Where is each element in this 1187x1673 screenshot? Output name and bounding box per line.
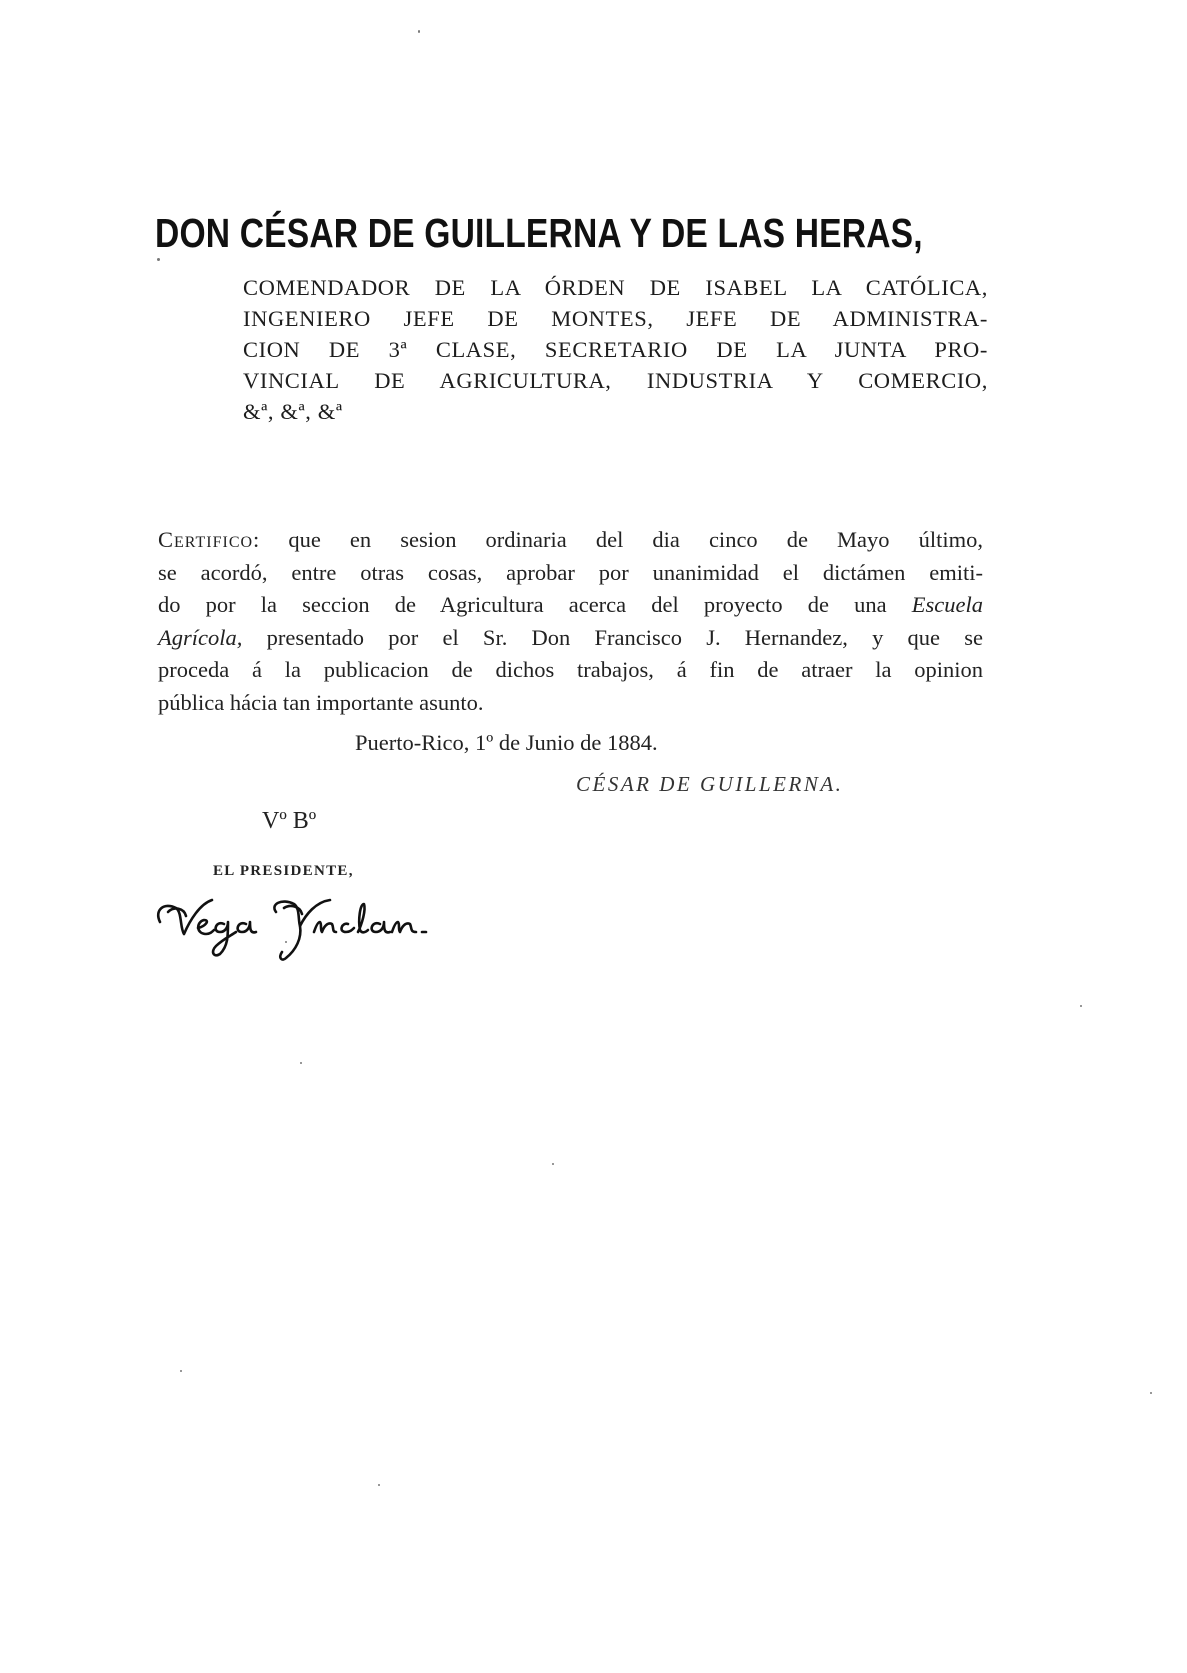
italic-text: Escuela [911, 592, 983, 617]
scan-speck [285, 941, 287, 943]
body-line [158, 622, 983, 655]
scan-speck [157, 258, 160, 261]
certificate-heading: DON CÉSAR DE GUILLERNA Y DE LAS HERAS, [155, 210, 923, 256]
body-text: : que en sesion ordinaria del dia cinco de Mayo último, [253, 527, 983, 552]
lead-word: Certifico [158, 527, 254, 552]
president-label: EL PRESIDENTE, [213, 863, 354, 879]
body-line: se acordó, entre otras cosas, aprobar por unanimidad el dictámen emiti- [158, 559, 983, 585]
title-line: VINCIAL DE AGRICULTURA, INDUSTRIA Y COMERCIO, [243, 368, 988, 393]
body-text: presentado por el Sr. Don Francisco J. Hernandez, y que se [242, 624, 983, 650]
body-text: do por la seccion de Agricultura acerca del proyecto de una [158, 592, 912, 617]
scan-speck [300, 1062, 302, 1064]
place-and-date: Puerto-Rico, 1º de Junio de 1884. [355, 730, 658, 755]
scan-speck [418, 30, 420, 33]
scan-speck [552, 1163, 554, 1165]
title-line: INGENIERO JEFE DE MONTES, JEFE DE ADMINISTRA- [243, 306, 988, 331]
scan-speck [180, 1370, 182, 1372]
president-signature-image [150, 884, 450, 964]
body-line: pública hácia tan importante asunto. [158, 689, 484, 715]
approval-mark: Vº Bº [262, 808, 317, 834]
body-line: proceda á la publicacion de dichos trabajos, á fin de atraer la opinion [158, 657, 983, 682]
title-line: COMENDADOR DE LA ÓRDEN DE ISABEL LA CATÓLICA, [243, 275, 988, 300]
signer-name: CÉSAR DE GUILLERNA. [576, 772, 844, 796]
scan-speck [378, 1484, 380, 1486]
scan-speck [1150, 1392, 1152, 1394]
title-line: &ª, &ª, &ª [243, 399, 343, 424]
body-line [158, 589, 983, 622]
certificate-body [158, 524, 983, 719]
body-line [158, 524, 983, 557]
italic-text: Agrícola, [158, 624, 243, 650]
scan-speck [1080, 1005, 1082, 1007]
title-line: CION DE 3ª CLASE, SECRETARIO DE LA JUNTA PRO- [243, 337, 988, 362]
honorific-titles [243, 272, 988, 427]
